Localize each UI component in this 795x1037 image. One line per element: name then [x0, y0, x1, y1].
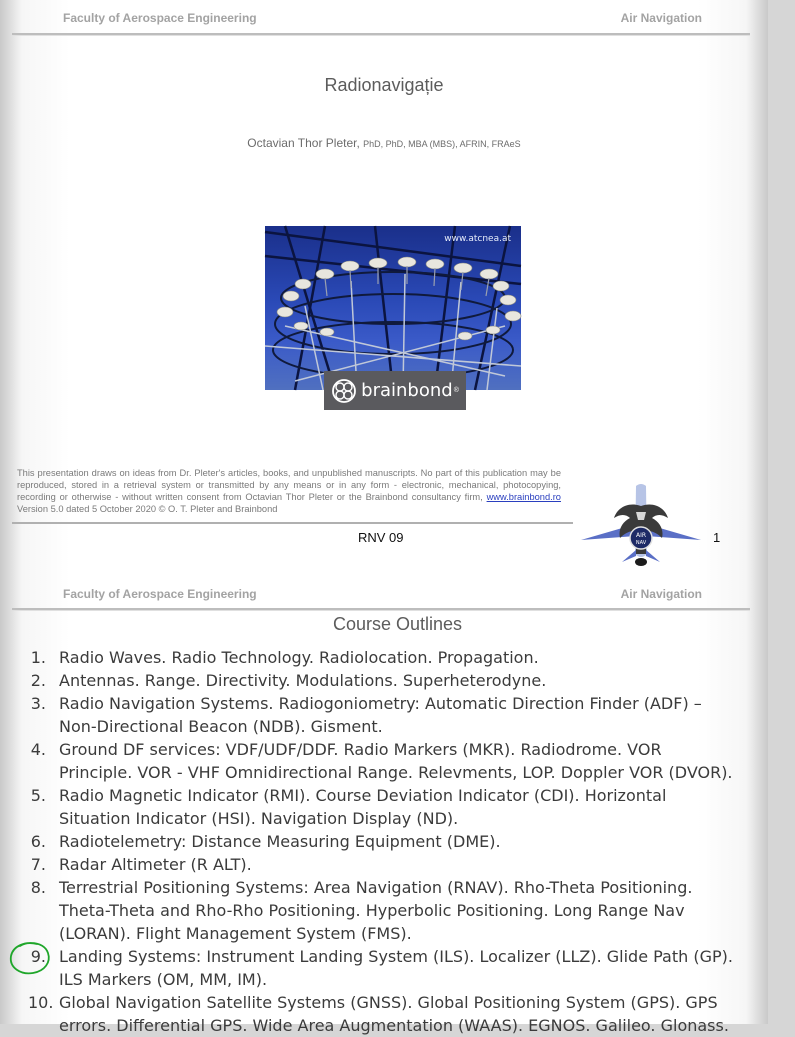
brainbond-link[interactable]: www.brainbond.ro: [486, 492, 561, 502]
antenna-array-photo: [265, 226, 521, 390]
item-number: 4.: [30, 740, 46, 759]
photo-credit: www.atcnea.at: [444, 234, 511, 244]
item-text: Antennas. Range. Directivity. Modulations. Superheterodyne.: [59, 671, 547, 690]
registered-mark: ®: [453, 387, 459, 394]
item-text: Radio Magnetic Indicator (RMI). Course Deviation Indicator (CDI). Horizontal Situation Indicator (HSI). Navigation Display (ND).: [59, 786, 667, 828]
item-number: 3.: [30, 694, 46, 713]
antenna-array-illustration: [265, 226, 521, 390]
outline-item: [28, 784, 738, 830]
header-faculty: Faculty of Aerospace Engineering: [63, 11, 257, 25]
header-course: Air Navigation: [620, 11, 702, 25]
outline-item: [28, 991, 738, 1037]
outline-item: [28, 669, 738, 692]
header-rule: [12, 33, 750, 36]
item-number: 9.: [30, 947, 46, 966]
item-text: Radio Waves. Radio Technology. Radiolocation. Propagation.: [59, 648, 539, 667]
copyright-notice: [17, 467, 561, 515]
item-number: 6.: [30, 832, 46, 851]
outline-item: [28, 738, 738, 784]
air-nav-emblem-icon: [578, 484, 704, 570]
emblem-text-bottom: NAV: [635, 540, 647, 546]
header-rule: [12, 608, 750, 611]
brand-name: brainbond: [361, 380, 453, 401]
brainbond-logo: [324, 371, 466, 410]
slide-title: Course Outlines: [332, 614, 463, 634]
header-faculty: Faculty of Aerospace Engineering: [63, 587, 257, 601]
footer-rule: [12, 522, 573, 524]
author-line: [0, 136, 768, 150]
item-text: Radar Altimeter (R ALT).: [59, 855, 252, 874]
item-text: Landing Systems: Instrument Landing System (ILS). Localizer (LLZ). Glide Path (GP). ILS Markers (OM, MM, IM).: [59, 947, 733, 989]
emblem-text-top: AIR: [635, 532, 647, 539]
item-text: Ground DF services: VDF/UDF/DDF. Radio Markers (MKR). Radiodrome. VOR Principle. VOR - VHF Omnidirectional Range. Relevments, LOP. Doppler VOR (DVOR).: [59, 740, 733, 782]
outline-item: [28, 876, 738, 945]
item-number: 10.: [28, 993, 54, 1012]
brainbond-mark-icon: [331, 378, 357, 404]
outline-item: [28, 692, 738, 738]
slide-title: Radionavigație: [324, 75, 444, 95]
header-course: Air Navigation: [620, 587, 702, 601]
item-number: 2.: [30, 671, 46, 690]
author-credentials: PhD, PhD, MBA (MBS), AFRIN, FRAeS: [363, 139, 521, 149]
outline-item: [28, 830, 738, 853]
handwritten-circle-annotation: [7, 940, 53, 978]
copyright-text: This presentation draws on ideas from Dr. Pleter's articles, books, and unpublished manuscripts. No part of this publication may be reproduced, stored in a retrieval system or transmitted by any means or in any form - electronic, mechanical, photocopying, recording or otherwise - without written consent from Octavian Thor Pleter or the Brainbond consultancy firm,: [17, 468, 561, 502]
outline-item: [28, 945, 738, 991]
item-text: Terrestrial Positioning Systems: Area Navigation (RNAV). Rho-Theta Positioning. Theta-Theta and Rho-Rho Positioning. Hyperbolic Positioning. Long Range Nav (LORAN). Flight Management System (FMS).: [59, 878, 693, 943]
author-name: Octavian Thor Pleter,: [247, 136, 360, 150]
item-number: 8.: [30, 878, 46, 897]
item-text: Global Navigation Satellite Systems (GNSS). Global Positioning System (GPS). GPS errors. Differential GPS. Wide Area Augmentation (WAAS). EGNOS. Galileo. Glonass.: [59, 993, 729, 1035]
item-number: 7.: [30, 855, 46, 874]
course-outline-slide: [0, 578, 768, 1035]
course-outline-list: [28, 646, 738, 1037]
outline-item: [28, 853, 738, 876]
item-number: 5.: [30, 786, 46, 805]
item-text: Radiotelemetry: Distance Measuring Equipment (DME).: [59, 832, 501, 851]
item-number: 1.: [30, 648, 46, 667]
page-number: 1: [713, 530, 721, 545]
item-text: Radio Navigation Systems. Radiogoniometry: Automatic Direction Finder (ADF) – Non-Directional Beacon (NDB). Gisment.: [59, 694, 702, 736]
course-code: RNV 09: [358, 530, 404, 545]
version-text: Version 5.0 dated 5 October 2020 © O. T. Pleter and Brainbond: [17, 504, 278, 514]
outline-item: [28, 646, 738, 669]
